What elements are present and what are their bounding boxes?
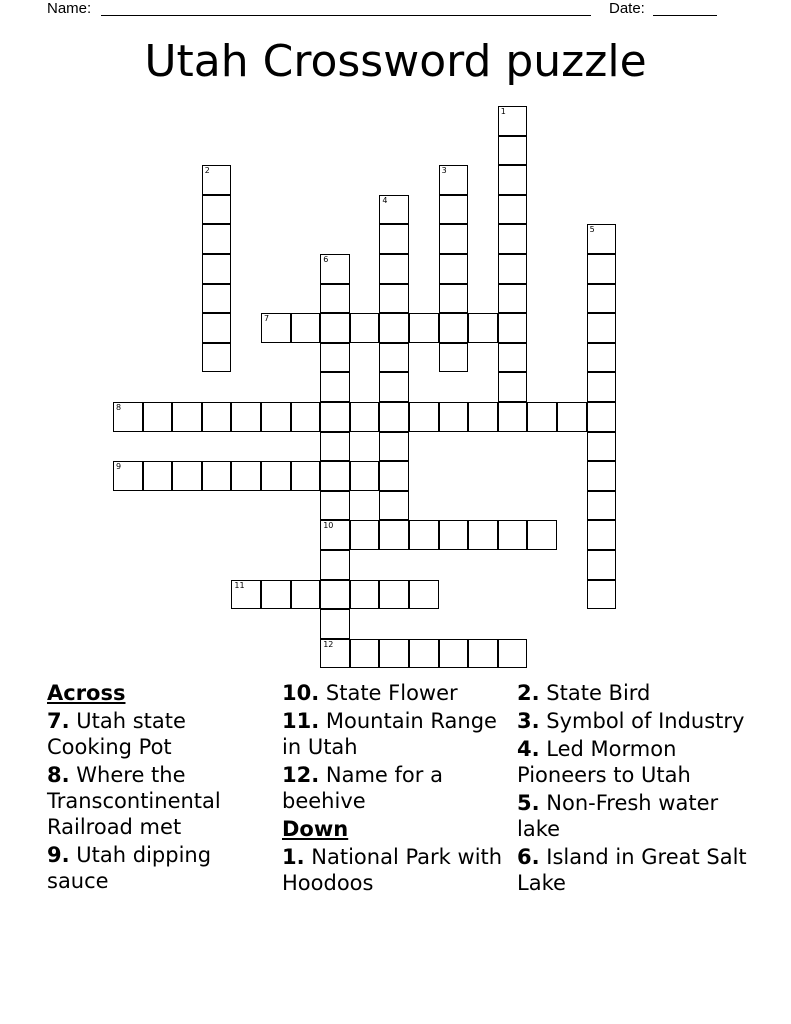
grid-cell[interactable] xyxy=(498,313,528,343)
clue-text: National Park with Hoodoos xyxy=(282,845,503,895)
grid-cell[interactable] xyxy=(320,372,350,402)
grid-cell[interactable] xyxy=(202,254,232,284)
clue-text: Non-Fresh water lake xyxy=(517,791,719,841)
clue-number: 4. xyxy=(517,737,540,761)
grid-cell[interactable] xyxy=(498,372,528,402)
grid-cell[interactable] xyxy=(379,224,409,254)
clue-down-6 xyxy=(517,844,757,896)
grid-cell[interactable] xyxy=(409,639,439,669)
clue-column-2 xyxy=(282,680,507,898)
clue-number: 9. xyxy=(47,843,70,867)
grid-cell[interactable] xyxy=(468,520,498,550)
clue-number: 8. xyxy=(47,763,70,787)
grid-cell[interactable] xyxy=(379,343,409,373)
name-label: Name: xyxy=(47,0,92,17)
grid-cell[interactable] xyxy=(261,402,291,432)
cell-number: 5 xyxy=(589,225,595,235)
clue-number: 2. xyxy=(517,681,540,705)
clue-down-1 xyxy=(282,844,507,896)
cell-number: 1 xyxy=(500,107,506,116)
clue-across-8 xyxy=(47,762,272,840)
clue-number: 3. xyxy=(517,709,540,733)
grid-cell[interactable] xyxy=(498,136,528,166)
page-title: Utah Crossword puzzle xyxy=(144,36,647,87)
clue-text: Where the Transcontinental Railroad met xyxy=(47,763,221,839)
cell-number: 3 xyxy=(441,166,447,176)
grid-cell[interactable] xyxy=(143,461,173,491)
grid-cell[interactable] xyxy=(320,639,350,669)
grid-cell[interactable] xyxy=(439,639,469,669)
clue-text: State Bird xyxy=(546,681,651,705)
grid-cell[interactable] xyxy=(320,284,350,314)
clue-text: Led Mormon Pioneers to Utah xyxy=(517,737,691,787)
grid-cell[interactable] xyxy=(468,639,498,669)
clue-down-3 xyxy=(517,708,757,734)
grid-cell[interactable] xyxy=(498,254,528,284)
grid-cell[interactable] xyxy=(439,224,469,254)
grid-cell[interactable] xyxy=(320,402,350,432)
grid-cell[interactable] xyxy=(320,580,350,610)
grid-cell[interactable] xyxy=(498,224,528,254)
grid-cell[interactable] xyxy=(468,313,498,343)
clue-number: 6. xyxy=(517,845,540,869)
grid-cell[interactable] xyxy=(439,520,469,550)
grid-cell[interactable] xyxy=(409,402,439,432)
clue-number: 11. xyxy=(282,709,320,733)
grid-cell[interactable] xyxy=(587,550,617,580)
grid-cell[interactable] xyxy=(587,313,617,343)
clue-across-7 xyxy=(47,708,272,760)
grid-cell[interactable] xyxy=(320,520,350,550)
clue-column-3 xyxy=(517,680,757,898)
grid-cell[interactable] xyxy=(261,313,291,343)
cell-number: 7 xyxy=(264,314,270,324)
across-heading: Across xyxy=(47,681,126,705)
grid-cell[interactable] xyxy=(113,461,143,491)
grid-cell[interactable] xyxy=(320,313,350,343)
clue-text: Utah state Cooking Pot xyxy=(47,709,186,759)
clue-across-11 xyxy=(282,708,507,760)
grid-cell[interactable] xyxy=(379,580,409,610)
grid-cell[interactable] xyxy=(320,461,350,491)
grid-cell[interactable] xyxy=(320,432,350,462)
grid-cell[interactable] xyxy=(587,491,617,521)
cell-number: 8 xyxy=(116,403,122,412)
grid-cell[interactable] xyxy=(498,284,528,314)
grid-cell[interactable] xyxy=(320,550,350,580)
grid-cell[interactable] xyxy=(379,284,409,314)
clue-text: Mountain Range in Utah xyxy=(282,709,497,759)
grid-cell[interactable] xyxy=(587,520,617,550)
grid-cell[interactable] xyxy=(587,224,617,254)
grid-cell[interactable] xyxy=(439,402,469,432)
grid-cell[interactable] xyxy=(379,372,409,402)
grid-cell[interactable] xyxy=(202,461,232,491)
grid-cell[interactable] xyxy=(498,639,528,669)
grid-cell[interactable] xyxy=(350,313,380,343)
grid-cell[interactable] xyxy=(557,402,587,432)
grid-cell[interactable] xyxy=(379,520,409,550)
grid-cell[interactable] xyxy=(587,432,617,462)
grid-cell[interactable] xyxy=(291,313,321,343)
clue-text: Symbol of Industry xyxy=(546,709,745,733)
grid-cell[interactable] xyxy=(379,402,409,432)
cell-number: 2 xyxy=(204,166,210,176)
clue-number: 5. xyxy=(517,791,540,815)
grid-cell[interactable] xyxy=(202,165,232,195)
grid-cell[interactable] xyxy=(379,639,409,669)
clue-number: 10. xyxy=(282,681,320,705)
grid-cell[interactable] xyxy=(350,402,380,432)
grid-cell[interactable] xyxy=(379,313,409,343)
grid-cell[interactable] xyxy=(113,402,143,432)
grid-cell[interactable] xyxy=(291,580,321,610)
grid-cell[interactable] xyxy=(498,402,528,432)
grid-cell[interactable] xyxy=(320,609,350,639)
grid-cell[interactable] xyxy=(320,491,350,521)
grid-cell[interactable] xyxy=(261,461,291,491)
grid-cell[interactable] xyxy=(439,284,469,314)
grid-cell[interactable] xyxy=(527,402,557,432)
grid-cell[interactable] xyxy=(231,402,261,432)
grid-cell[interactable] xyxy=(587,254,617,284)
grid-cell[interactable] xyxy=(498,106,528,136)
grid-cell[interactable] xyxy=(527,520,557,550)
cell-number: 10 xyxy=(323,521,334,531)
clue-down-2 xyxy=(517,680,757,706)
clue-text: State Flower xyxy=(325,681,458,705)
grid-cell[interactable] xyxy=(291,402,321,432)
grid-cell[interactable] xyxy=(439,313,469,343)
grid-cell[interactable] xyxy=(350,639,380,669)
grid-cell[interactable] xyxy=(498,165,528,195)
cell-number: 6 xyxy=(323,255,329,264)
grid-cell[interactable] xyxy=(143,402,173,432)
grid-cell[interactable] xyxy=(587,580,617,610)
grid-cell[interactable] xyxy=(379,195,409,225)
clue-across-12 xyxy=(282,762,507,814)
grid-cell[interactable] xyxy=(587,284,617,314)
cell-number: 11 xyxy=(234,580,245,590)
grid-cell[interactable] xyxy=(409,580,439,610)
clue-text: Name for a beehive xyxy=(282,763,443,813)
clue-column-1 xyxy=(47,680,272,896)
grid-cell[interactable] xyxy=(587,402,617,432)
grid-cell[interactable] xyxy=(439,343,469,373)
grid-cell[interactable] xyxy=(202,195,232,225)
grid-cell[interactable] xyxy=(231,580,261,610)
clue-across-10 xyxy=(282,680,507,706)
cell-number: 4 xyxy=(382,195,388,205)
grid-cell[interactable] xyxy=(498,343,528,373)
grid-cell[interactable] xyxy=(379,491,409,521)
clue-text: Utah dipping sauce xyxy=(47,843,212,893)
cell-number: 9 xyxy=(116,462,122,472)
grid-cell[interactable] xyxy=(379,432,409,462)
grid-cell[interactable] xyxy=(379,254,409,284)
grid-cell[interactable] xyxy=(320,254,350,284)
clue-number: 12. xyxy=(282,763,320,787)
grid-cell[interactable] xyxy=(498,195,528,225)
clue-text: Island in Great Salt Lake xyxy=(517,845,747,895)
grid-cell[interactable] xyxy=(498,520,528,550)
grid-cell[interactable] xyxy=(439,254,469,284)
grid-cell[interactable] xyxy=(291,461,321,491)
clue-down-5 xyxy=(517,790,757,842)
grid-cell[interactable] xyxy=(409,313,439,343)
grid-cell[interactable] xyxy=(587,343,617,373)
grid-cell[interactable] xyxy=(409,520,439,550)
grid-cell[interactable] xyxy=(202,343,232,373)
down-heading: Down xyxy=(282,817,349,841)
grid-cell[interactable] xyxy=(350,580,380,610)
clue-across-9 xyxy=(47,842,272,894)
grid-cell[interactable] xyxy=(261,580,291,610)
grid-cell[interactable] xyxy=(320,343,350,373)
grid-cell[interactable] xyxy=(379,461,409,491)
grid-cell[interactable] xyxy=(202,284,232,314)
grid-cell[interactable] xyxy=(587,372,617,402)
clue-down-4 xyxy=(517,736,757,788)
grid-cell[interactable] xyxy=(202,402,232,432)
clue-number: 7. xyxy=(47,709,70,733)
grid-cell[interactable] xyxy=(202,313,232,343)
grid-cell[interactable] xyxy=(172,461,202,491)
clue-number: 1. xyxy=(282,845,305,869)
grid-cell[interactable] xyxy=(231,461,261,491)
grid-cell[interactable] xyxy=(172,402,202,432)
date-label: Date: xyxy=(609,0,645,17)
grid-cell[interactable] xyxy=(587,461,617,491)
grid-cell[interactable] xyxy=(468,402,498,432)
grid-cell[interactable] xyxy=(202,224,232,254)
grid-cell[interactable] xyxy=(350,520,380,550)
cell-number: 12 xyxy=(323,639,334,649)
grid-cell[interactable] xyxy=(350,461,380,491)
grid-cell[interactable] xyxy=(439,195,469,225)
grid-cell[interactable] xyxy=(439,165,469,195)
